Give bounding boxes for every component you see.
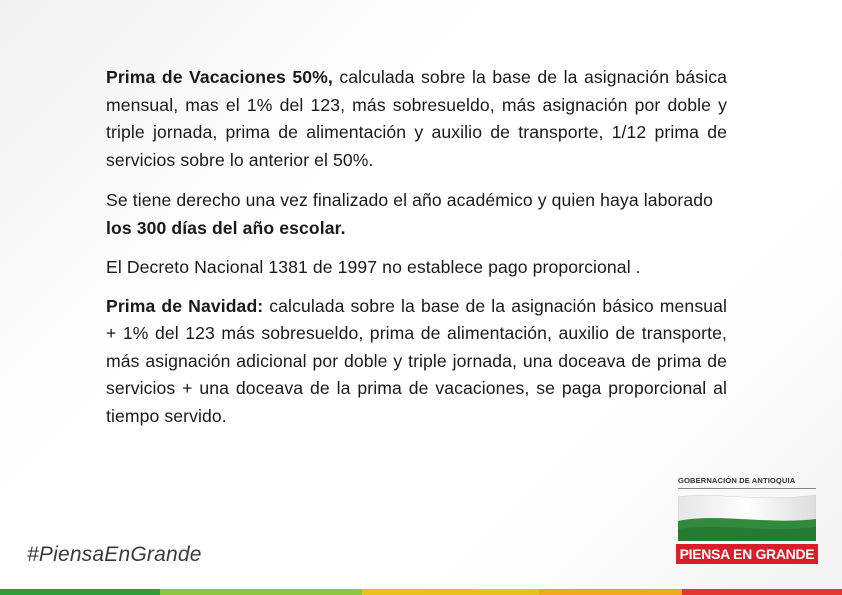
hashtag-piensa-en-grande: #PiensaEnGrande [27, 543, 202, 566]
document-body [106, 64, 727, 430]
derecho-bold: los 300 días del año escolar. [106, 217, 346, 238]
piensa-en-grande-badge: PIENSA EN GRANDE [676, 544, 818, 564]
prima-navidad-heading: Prima de Navidad: [106, 295, 264, 316]
prima-vacaciones-text: calculada sobre la base de la asignación básica mensual, mas el 1% del 123, más sobresueldo, más asignación por doble y triple jornada, prima de alimentación y auxilio de transporte, 1/12 prima de servicios sobre lo anterior el 50%. [106, 67, 727, 170]
gobernacion-antioquia-logo [676, 476, 818, 566]
paragraph-derecho [106, 187, 727, 242]
stripe-segment [0, 589, 160, 595]
prima-navidad-text: calculada sobre la base de la asignación básico mensual + 1% del 123 más sobresueldo, prima de alimentación, auxilio de transporte, más asignación adicional por doble y triple jornada, una doceava de prima de servicios + una doceava de la prima de vacaciones, se paga proporcional al tiempo servido. [106, 295, 727, 426]
logo-title: GOBERNACIÓN DE ANTIOQUIA [678, 476, 796, 485]
decreto-text: El Decreto Nacional 1381 de 1997 no establece pago proporcional . [106, 257, 641, 277]
color-stripe [0, 589, 842, 595]
logo-divider [678, 488, 816, 489]
derecho-text: Se tiene derecho una vez finalizado el año académico y quien haya laborado [106, 190, 713, 210]
stripe-segment [682, 589, 842, 595]
stripe-segment [362, 589, 539, 595]
paragraph-prima-vacaciones [106, 64, 727, 174]
stripe-segment [160, 589, 362, 595]
paragraph-decreto [106, 254, 727, 282]
paragraph-prima-navidad [106, 293, 727, 431]
stripe-segment [539, 589, 682, 595]
prima-vacaciones-heading: Prima de Vacaciones 50%, [106, 67, 333, 87]
antioquia-flag-icon [678, 493, 816, 541]
